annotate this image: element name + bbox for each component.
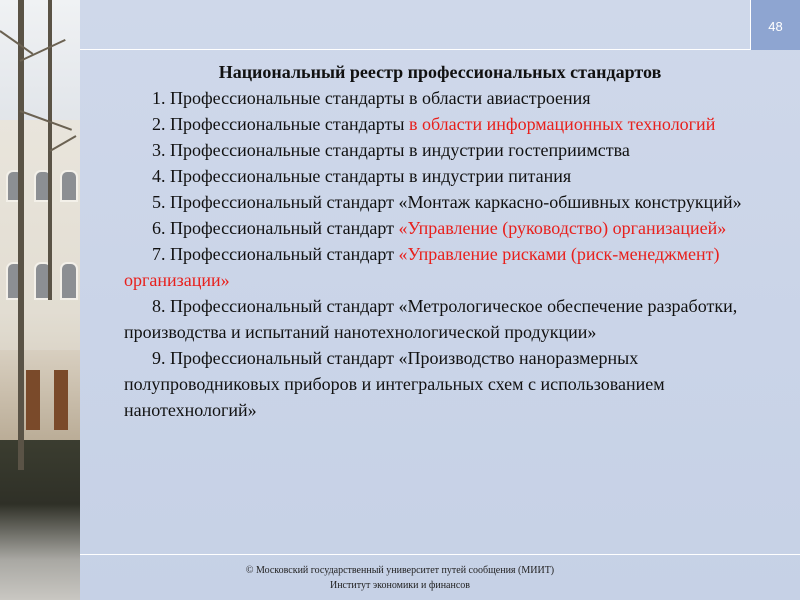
list-item — [124, 345, 769, 423]
photo-door — [26, 370, 40, 430]
item-text: 1. Профессиональные стандарты в области авиастроения — [152, 88, 591, 108]
item-highlight: «Управление (руководство) организацией» — [398, 218, 727, 238]
photo-door — [54, 370, 68, 430]
item-text: 6. Профессиональный стандарт — [152, 218, 399, 238]
footer — [80, 563, 720, 593]
list-item — [124, 241, 769, 293]
footer-institute: Институт экономики и финансов — [329, 580, 471, 591]
item-text: 2. Профессиональные стандарты — [152, 114, 409, 134]
list-item — [124, 293, 769, 345]
list-item — [124, 163, 769, 189]
list-item — [124, 111, 769, 137]
top-divider — [80, 49, 751, 50]
list-item — [124, 215, 769, 241]
photo-ground — [0, 440, 80, 600]
item-text: 7. Профессиональный стандарт — [152, 244, 399, 264]
slide-number: 48 — [751, 0, 800, 50]
bottom-divider — [80, 554, 800, 555]
list-item — [124, 137, 769, 163]
photo-tree-trunk — [18, 0, 24, 470]
standards-list — [124, 85, 769, 423]
item-text: 3. Профессиональные стандарты в индустрии гостеприимства — [152, 140, 630, 160]
item-text: 8. Профессиональный стандарт «Метрологическое обеспечение разработки, производства и испытаний нанотехнологической продукции» — [124, 296, 738, 342]
list-item — [124, 189, 769, 215]
photo-lower-floor — [0, 350, 80, 445]
item-text: 5. Профессиональный стандарт «Монтаж каркасно-обшивных конструкций» — [152, 192, 742, 212]
item-highlight: «Управление рисками (риск-менеджмент) организации» — [124, 244, 720, 290]
slide-title: Национальный реестр профессиональных стандартов — [218, 62, 662, 82]
photo-window — [60, 170, 78, 202]
footer-university: © Московский государственный университет путей сообщения (МИИТ) — [245, 565, 555, 576]
item-highlight: в области информационных технологий — [408, 114, 716, 134]
photo-window — [60, 262, 78, 300]
item-text: 4. Профессиональные стандарты в индустрии питания — [152, 166, 572, 186]
list-item — [124, 85, 769, 111]
item-text: 9. Профессиональный стандарт «Производство наноразмерных полупроводниковых приборов и интегральных схем с использованием нанотехнологий» — [124, 348, 665, 420]
building-photo — [0, 0, 80, 600]
